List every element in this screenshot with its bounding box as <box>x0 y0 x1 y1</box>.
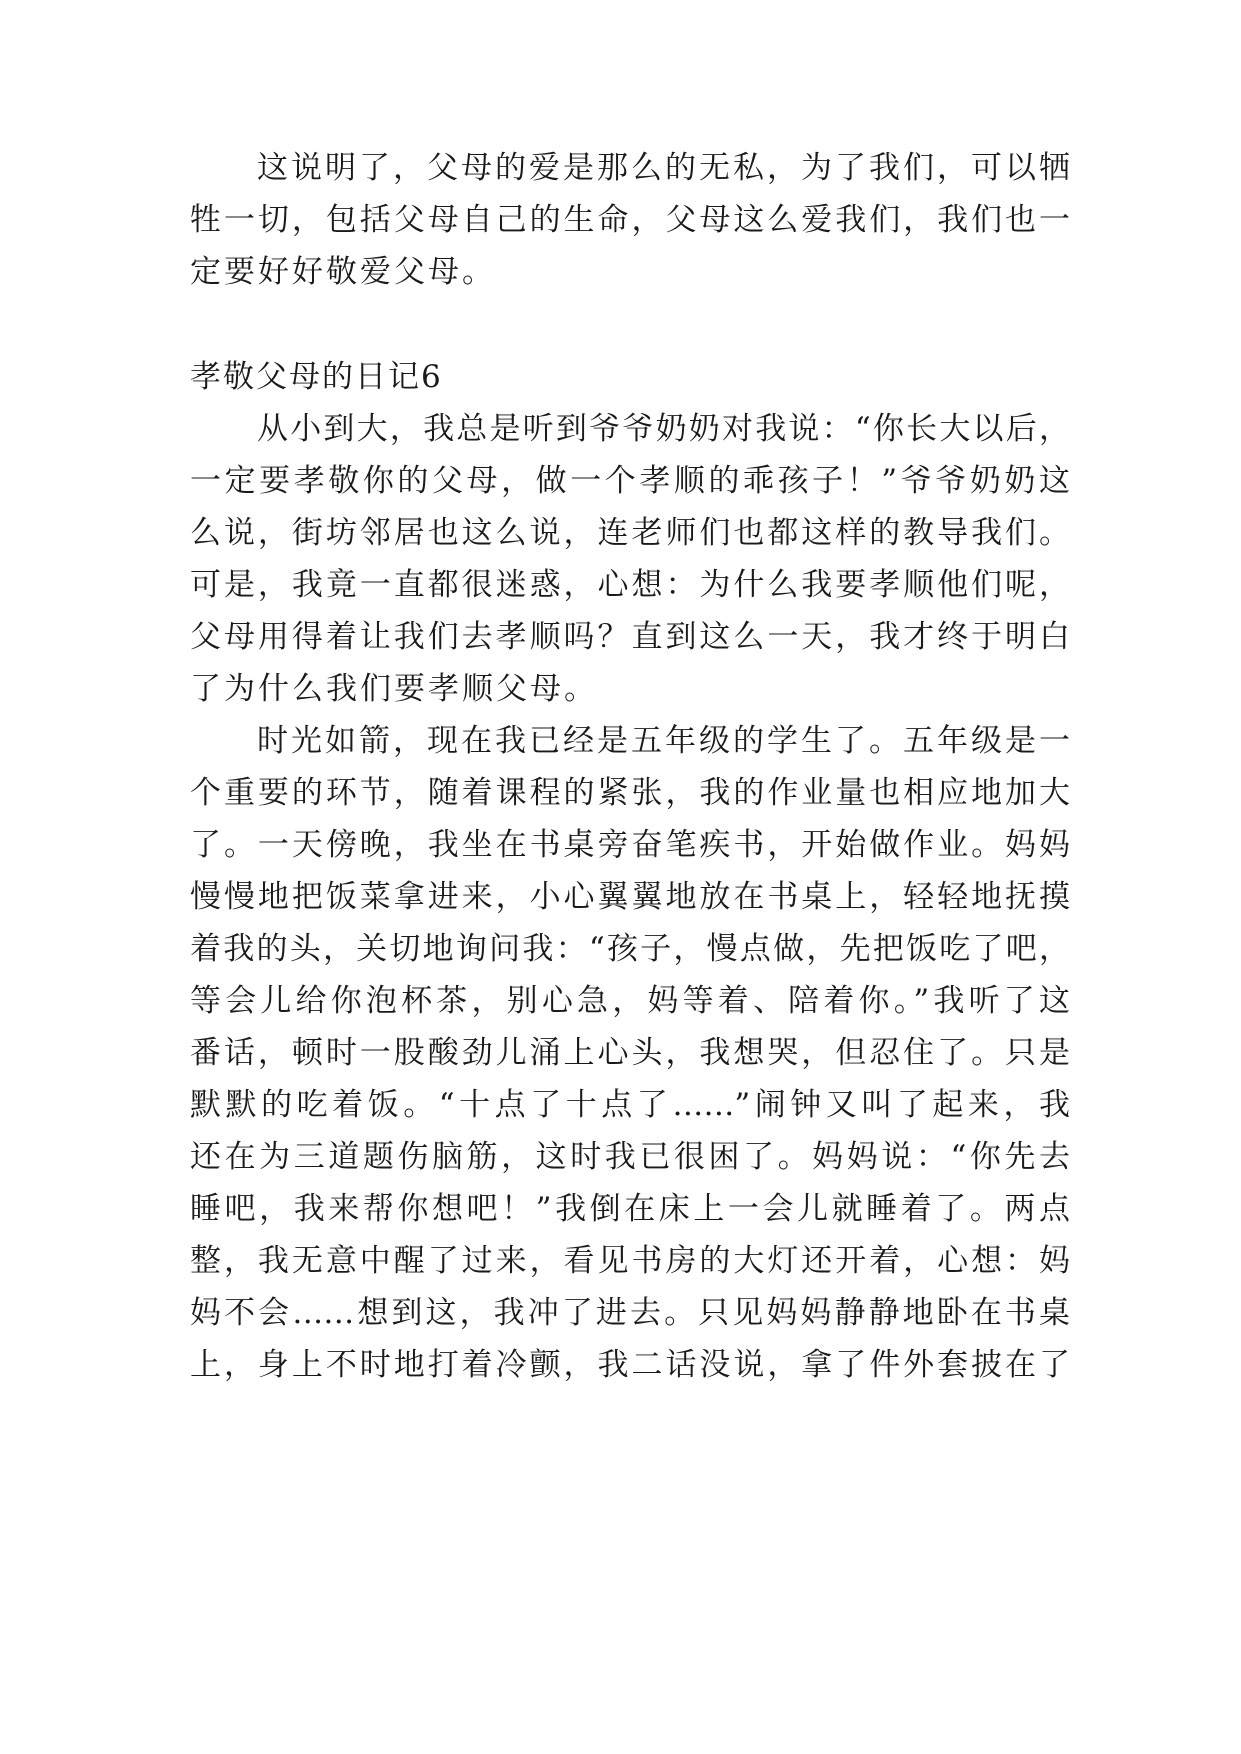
paragraph-2-line-3: 了。一天傍晚，我坐在书桌旁奋笔疾书，开始做作业。妈妈 <box>190 827 1070 863</box>
paragraph-2-line-9: 还在为三道题伤脑筋，这时我已很困了。妈妈说：“你先去 <box>190 1139 1070 1175</box>
paragraph-1-line-6: 了为什么我们要孝顺父母。 <box>190 671 598 707</box>
paragraph-2-line-7: 番话，顿时一股酸劲儿涌上心头，我想哭，但忍住了。只是 <box>190 1035 1070 1071</box>
paragraph-2-line-4: 慢慢地把饭菜拿进来，小心翼翼地放在书桌上，轻轻地抚摸 <box>190 879 1070 915</box>
paragraph-top-line-3: 定要好好敬爱父母。 <box>190 254 496 290</box>
paragraph-2-line-10: 睡吧，我来帮你想吧！”我倒在床上一会儿就睡着了。两点 <box>190 1191 1070 1227</box>
paragraph-2-line-12: 妈不会……想到这，我冲了进去。只见妈妈静静地卧在书桌 <box>190 1295 1070 1331</box>
paragraph-2-line-1: 时光如箭，现在我已经是五年级的学生了。五年级是一 <box>257 723 1070 759</box>
paragraph-2-line-5: 着我的头，关切地询问我：“孩子，慢点做，先把饭吃了吧， <box>190 931 1070 967</box>
paragraph-1-line-4: 可是，我竟一直都很迷惑，心想：为什么我要孝顺他们呢， <box>190 567 1070 603</box>
paragraph-1-line-5: 父母用得着让我们去孝顺吗？直到这么一天，我才终于明白 <box>190 619 1070 655</box>
paragraph-top-line-2: 牲一切，包括父母自己的生命，父母这么爱我们，我们也一 <box>190 202 1070 238</box>
paragraph-1-line-1: 从小到大，我总是听到爷爷奶奶对我说：“你长大以后， <box>257 411 1070 447</box>
paragraph-2-line-11: 整，我无意中醒了过来，看见书房的大灯还开着，心想：妈 <box>190 1243 1070 1279</box>
paragraph-1-line-3: 么说，街坊邻居也这么说，连老师们也都这样的教导我们。 <box>190 515 1070 551</box>
paragraph-top-line-1: 这说明了，父母的爱是那么的无私，为了我们，可以牺 <box>257 150 1070 186</box>
section-heading: 孝敬父母的日记6 <box>190 359 443 395</box>
paragraph-2-line-13: 上，身上不时地打着冷颤，我二话没说，拿了件外套披在了 <box>190 1347 1070 1383</box>
paragraph-2-line-2: 个重要的环节，随着课程的紧张，我的作业量也相应地加大 <box>190 775 1070 811</box>
paragraph-2-line-6: 等会儿给你泡杯茶，别心急，妈等着、陪着你。”我听了这 <box>190 983 1070 1019</box>
paragraph-2-line-8: 默默的吃着饭。“十点了十点了……”闹钟又叫了起来，我 <box>190 1087 1070 1123</box>
paragraph-1-line-2: 一定要孝敬你的父母，做一个孝顺的乖孩子！”爷爷奶奶这 <box>190 463 1070 499</box>
